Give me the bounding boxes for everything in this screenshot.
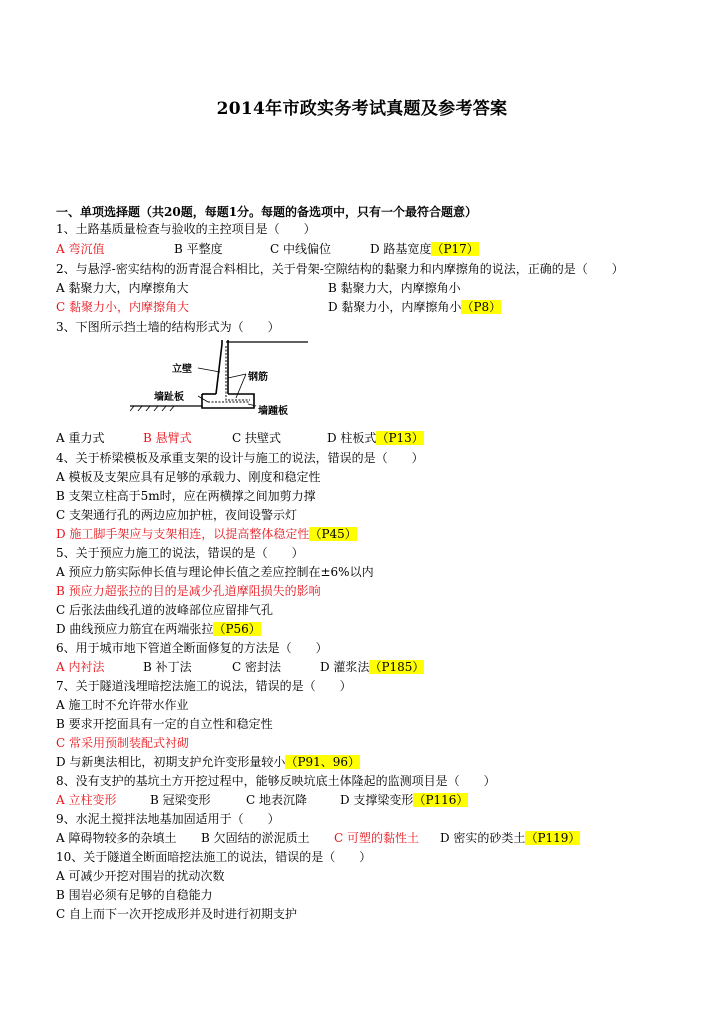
option-c: C 扶壁式 [232, 431, 281, 445]
option-d: D 黏聚力小，内摩擦角小（P8） [328, 300, 502, 314]
option-b: B 悬臂式 [143, 431, 192, 445]
question-7-stem: 7、关于隧道浅埋暗挖法施工的说法，错误的是（ ） [56, 679, 352, 693]
option-a: A 内衬法 [56, 660, 105, 674]
question-4-option-b: B 支架立柱高于5m时，应在两横撑之间加剪力撑 [56, 489, 316, 503]
page-ref: （P8） [461, 300, 502, 314]
option-d: D 灌浆法（P185） [320, 660, 425, 674]
question-10-option-b: B 围岩必须有足够的自稳能力 [56, 888, 213, 902]
page-ref: （P119） [525, 831, 581, 845]
question-4-option-a: A 模板及支架应具有足够的承载力、刚度和稳定性 [56, 470, 321, 484]
option-d: D 柱板式（P13） [327, 431, 424, 445]
option-a: A 弯沉值 [56, 242, 105, 256]
label-heel-slab: 墙踵板 [258, 406, 288, 417]
page-ref: （P91、96） [285, 755, 361, 769]
question-7-option-c: C 常采用预制装配式衬砌 [56, 736, 189, 750]
retaining-wall-figure [130, 336, 310, 426]
question-10-stem: 10、关于隧道全断面暗挖法施工的说法，错误的是（ ） [56, 850, 372, 864]
question-5-stem: 5、关于预应力施工的说法，错误的是（ ） [56, 546, 304, 560]
question-10-option-c: C 自上而下一次开挖成形并及时进行初期支护 [56, 907, 297, 921]
page-ref: （P56） [213, 622, 261, 636]
question-9-stem: 9、水泥土搅拌法地基加固适用于（ ） [56, 812, 280, 826]
option-c: C 密封法 [232, 660, 281, 674]
section-header: 一、单项选择题（共20题，每题1分。每题的备选项中，只有一个最符合题意） [56, 205, 478, 219]
question-5-option-a: A 预应力筋实际伸长值与理论伸长值之差应控制在±6%以内 [56, 565, 374, 579]
option-b: B 平整度 [174, 242, 223, 256]
option-a: A 立柱变形 [56, 793, 117, 807]
option-d: D 路基宽度（P17） [370, 242, 479, 256]
option-b: B 补丁法 [143, 660, 192, 674]
option-a: A 障碍物较多的杂填土 [56, 831, 177, 845]
option-c: C 地表沉降 [246, 793, 307, 807]
option-d: D 支撑梁变形（P116） [340, 793, 469, 807]
question-4-stem: 4、关于桥梁模板及承重支架的设计与施工的说法，错误的是（ ） [56, 451, 424, 465]
question-5-option-b: B 预应力超张拉的目的是减少孔道摩阻损失的影响 [56, 584, 321, 598]
option-b: B 黏聚力大，内摩擦角小 [328, 281, 461, 295]
question-6-stem: 6、用于城市地下管道全断面修复的方法是（ ） [56, 641, 328, 655]
question-5-option-c: C 后张法曲线孔道的波峰部位应留排气孔 [56, 603, 273, 617]
option-c: C 中线偏位 [270, 242, 331, 256]
option-a: A 黏聚力大，内摩擦角大 [56, 281, 189, 295]
question-7-option-b: B 要求开挖面具有一定的自立性和稳定性 [56, 717, 273, 731]
question-10-option-a: A 可减少开挖对围岩的扰动次数 [56, 869, 225, 883]
question-7-option-d: D 与新奥法相比，初期支护允许变形量较小（P91、96） [56, 755, 361, 769]
page-ref: （P17） [431, 242, 479, 256]
option-a: A 重力式 [56, 431, 105, 445]
question-4-option-c: C 支架通行孔的两边应加护桩，夜间设警示灯 [56, 508, 297, 522]
option-b: B 欠固结的淤泥质土 [201, 831, 310, 845]
option-c: C 可塑的黏性土 [334, 831, 419, 845]
question-1-stem: 1、土路基质量检查与验收的主控项目是（ ） [56, 222, 316, 236]
question-3-stem: 3、下图所示挡土墙的结构形式为（ ） [56, 320, 280, 334]
page-ref: （P185） [369, 660, 425, 674]
option-d: D 密实的砂类土（P119） [440, 831, 581, 845]
question-7-option-a: A 施工时不允许带水作业 [56, 698, 189, 712]
page-ref: （P116） [413, 793, 469, 807]
label-rebar: 钢筋 [248, 372, 268, 383]
option-c: C 黏聚力小，内摩擦角大 [56, 300, 189, 314]
label-wall-stem: 立壁 [172, 364, 192, 375]
label-toe-slab: 墙趾板 [154, 392, 184, 403]
question-8-stem: 8、没有支护的基坑土方开挖过程中，能够反映坑底土体隆起的监测项目是（ ） [56, 774, 496, 788]
question-5-option-d: D 曲线预应力筋宜在两端张拉（P56） [56, 622, 261, 636]
page-ref: （P13） [376, 431, 424, 445]
option-b: B 冠梁变形 [150, 793, 211, 807]
question-4-option-d: D 施工脚手架应与支架相连，以提高整体稳定性（P45） [56, 527, 357, 541]
question-2-stem: 2、与悬浮-密实结构的沥青混合料相比，关于骨架-空隙结构的黏聚力和内摩擦角的说法，正确的是（ ） [56, 262, 624, 276]
page-title: 2014年市政实务考试真题及参考答案 [216, 99, 508, 119]
page-ref: （P45） [309, 527, 357, 541]
